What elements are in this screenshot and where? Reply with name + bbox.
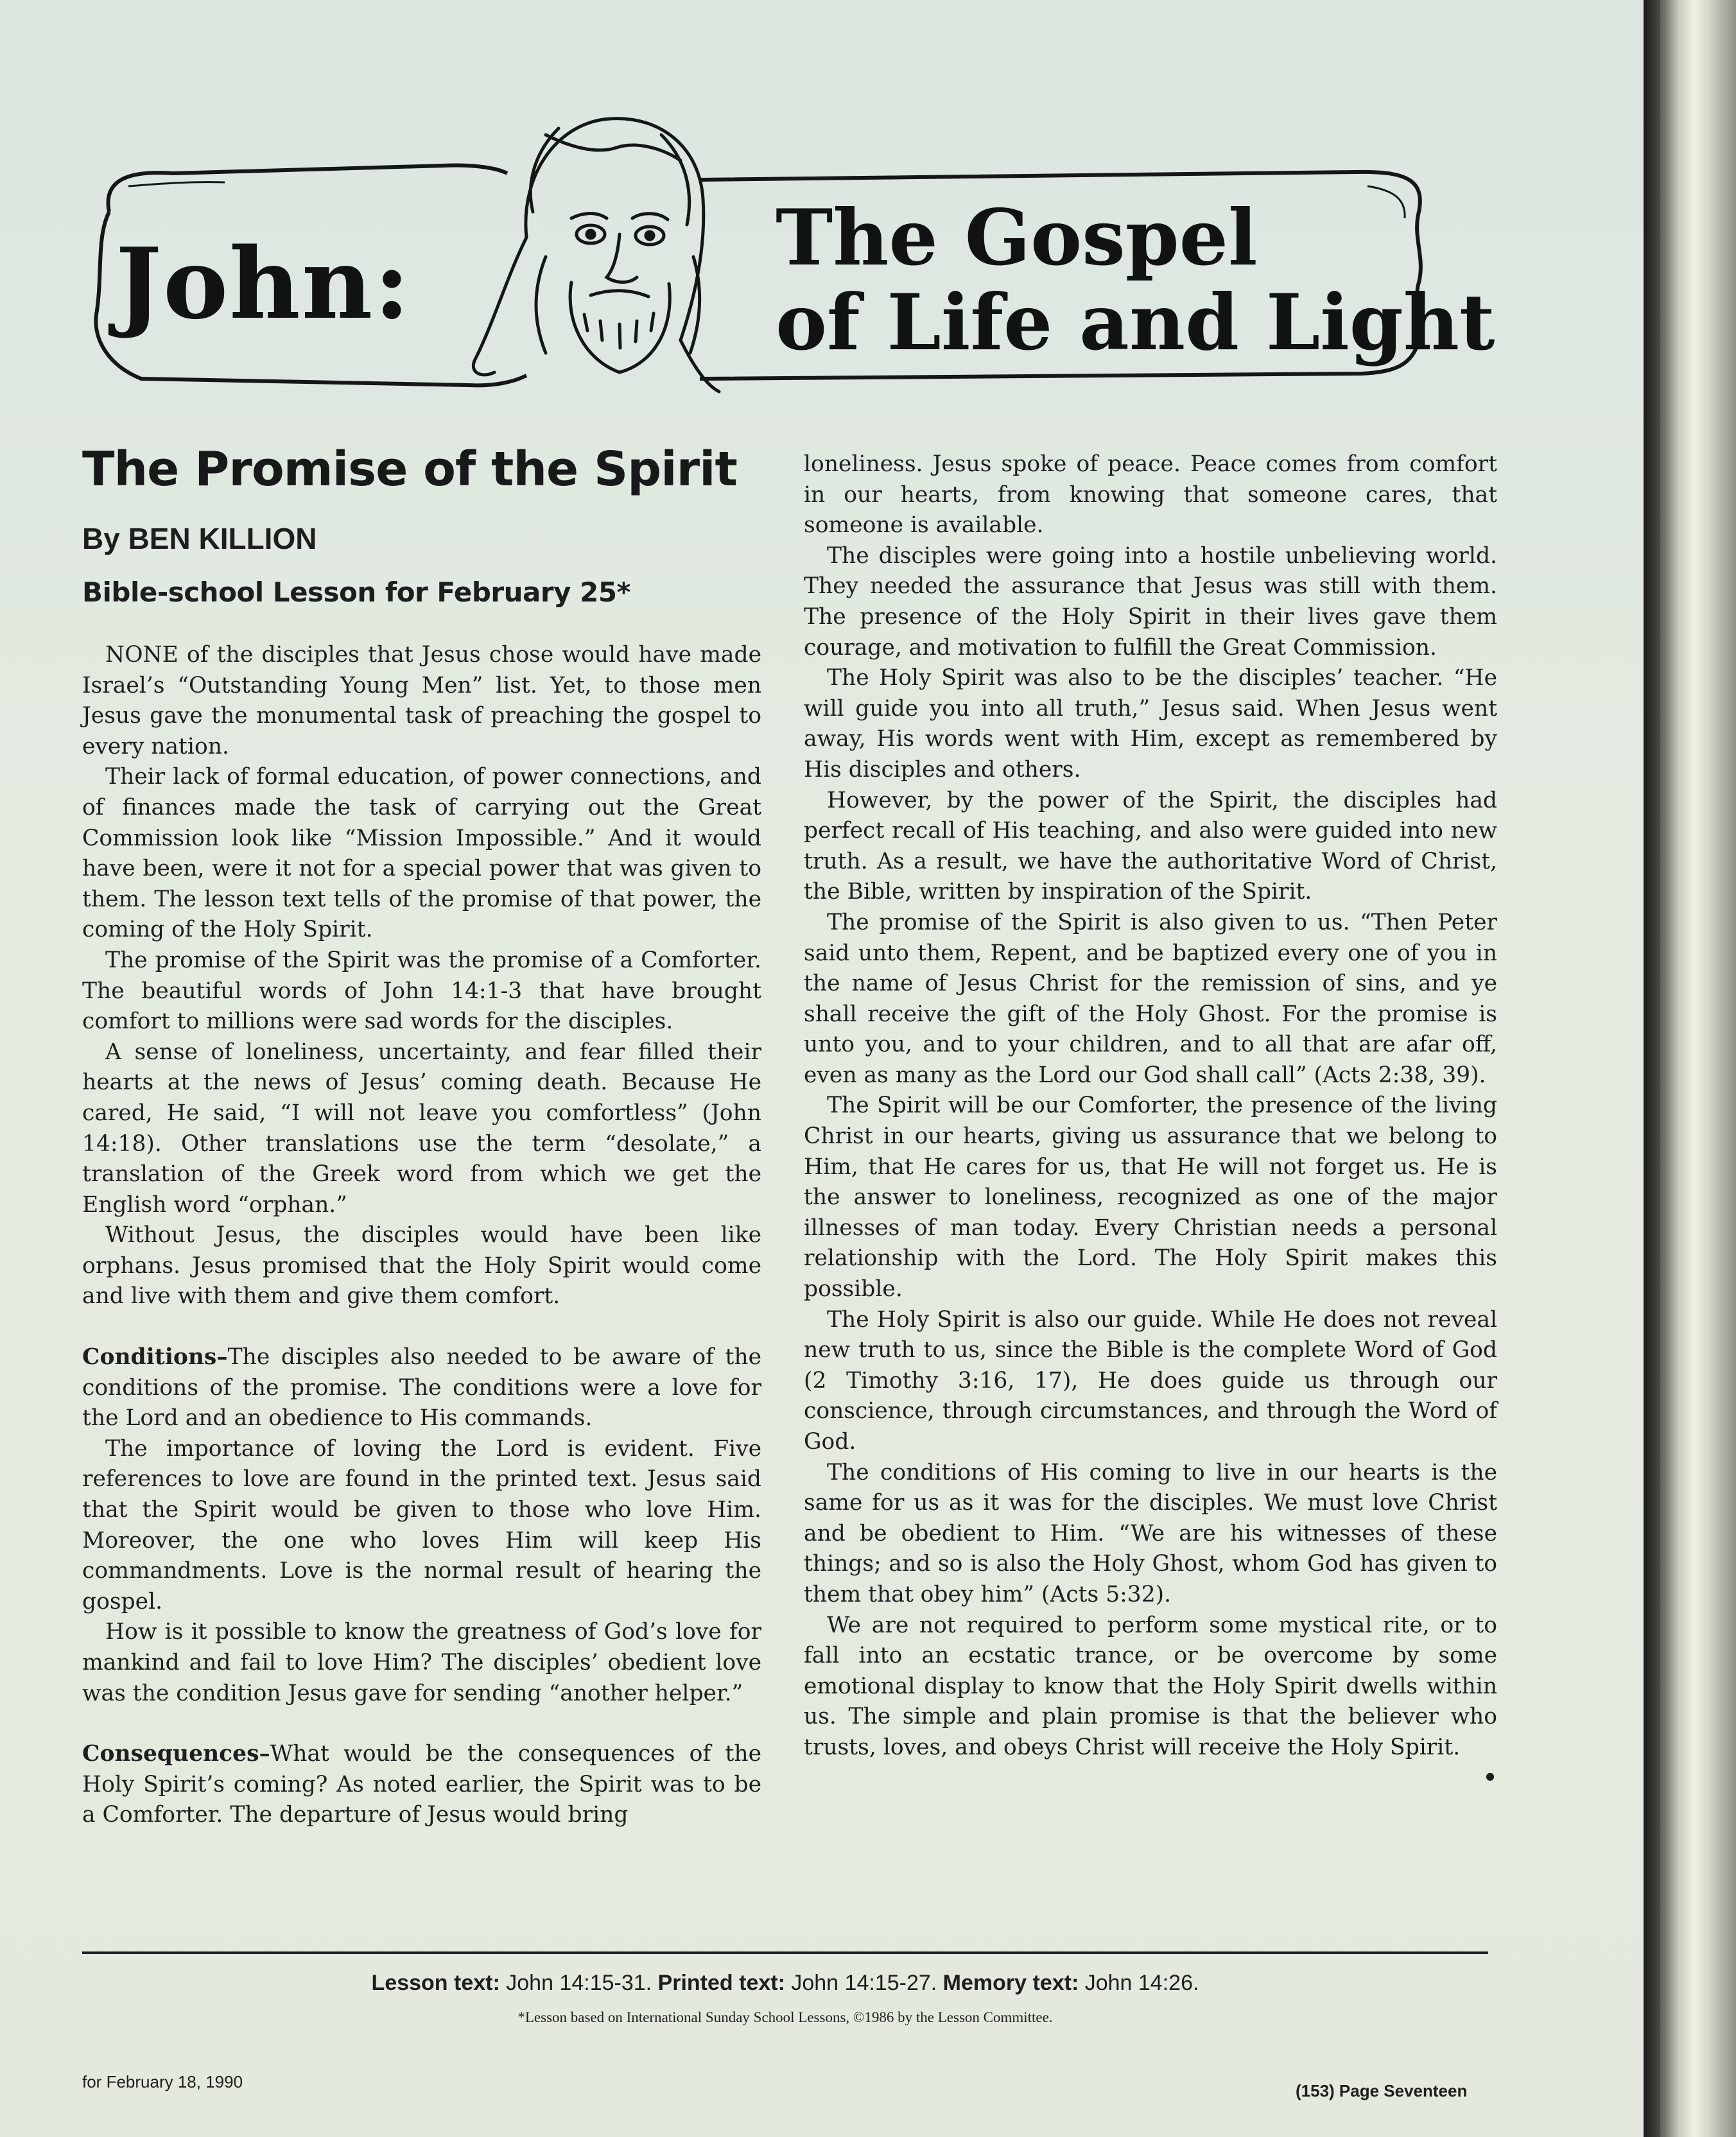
footnote: *Lesson based on International Sunday School Lessons, ©1986 by the Lesson Committee.: [517, 2009, 1053, 2025]
continued-paragraph: loneliness. Jesus spoke of peace. Peace comes from comfort in our hearts, from knowing that someone cares, that someone is available.: [804, 451, 1497, 539]
lesson-text-label: Lesson text:: [371, 1971, 500, 1995]
lesson-text-line: [82, 1971, 1488, 1996]
paragraph: The conditions of His coming to live in our hearts is the same for us as it was for the disciples. We must love Christ and be obedient to Him. “We are his witnesses of these things; and so is also the Holy Ghost, whom God has given to them that obey him” (Acts 5:32).: [804, 1459, 1497, 1607]
memory-text-label: Memory text:: [942, 1971, 1079, 1995]
left-body-text: [82, 640, 761, 1831]
article-byline: By BEN KILLION: [82, 522, 317, 555]
conditions-runin-head: Conditions–: [82, 1344, 228, 1371]
article-headline: The Promise of the Spirit: [82, 442, 737, 497]
memory-text-value: John 14:26.: [1079, 1971, 1199, 1995]
right-body-text: [804, 449, 1497, 1791]
paragraph: However, by the power of the Spirit, the disciples had perfect recall of His teaching, and also were guided into new truth. As a result, we have the authoritative Word of Christ, the Bible, written by inspiration of the Spirit.: [804, 787, 1497, 905]
conditions-paragraph: [82, 1342, 761, 1434]
conditions-text: The disciples also needed to be aware of the conditions of the promise. The conditions were a love for the Lord and an obedience to His commands.: [82, 1344, 761, 1432]
banner-title-line-2: of Life and Light: [776, 277, 1495, 368]
paragraph: The Holy Spirit is also our guide. While He does not reveal new truth to us, since the Bible is the complete Word of God (2 Timothy 3:16, 17), He does guide us through our conscience, through circumstances, and through the Word of God.: [804, 1306, 1497, 1455]
paragraph: The importance of loving the Lord is evident. Five references to love are found in the printed text. Jesus said that the Spirit would be given to those who love Him. Moreover, the one who loves Him will keep His commandments. Love is the normal result of hearing the gospel.: [82, 1435, 761, 1614]
paragraph: Their lack of formal education, of power connections, and of finances made the task of carrying out the Great Commission look like “Mission Impossible.” And it would have been, were it not for a special power that was given to them. The lesson text tells of the promise of that power, the coming of the Holy Spirit.: [82, 764, 761, 943]
paragraph: How is it possible to know the greatness of God’s love for mankind and fail to love Him? The disciples’ obedient love was the condition Jesus gave for sending “another helper.”: [82, 1619, 761, 1706]
paragraph: The promise of the Spirit is also given to us. “Then Peter said unto them, Repent, and be baptized every one of you in the name of Jesus Christ for the remission of sins, and ye shall receive the gift of the Holy Ghost. For the promise is unto you, and to your children, and to all that are afar off, even as many as the Lord our God shall call” (Acts 2:38, 39).: [804, 909, 1497, 1088]
banner-john-heading: John:: [116, 226, 412, 341]
paragraph: Without Jesus, the disciples would have been like orphans. Jesus promised that the Holy Spirit would come and live with them and give them comfort.: [82, 1222, 761, 1310]
paragraph: A sense of loneliness, uncertainty, and fear filled their hearts at the news of Jesus’ coming death. Because He cared, He said, “I will not leave you comfortless” (John 14:18). Other translations use the term “desolate,” a translation of the Greek word from which we get the English word “orphan.”: [82, 1039, 761, 1218]
consequences-runin-head: Consequences–: [82, 1741, 270, 1767]
paragraph: The disciples were going into a hostile unbelieving world. They needed the assurance that Jesus was still with them. The presence of the Holy Spirit in their lives gave them courage, and motivation to fulfill the Great Commission.: [804, 542, 1497, 661]
end-mark: •: [1482, 1765, 1497, 1791]
binding-shadow: [1644, 0, 1660, 2137]
paragraph: The promise of the Spirit was the promise of a Comforter. The beautiful words of John 14:1-3 that have brought comfort to millions were sad words for the disciples.: [82, 947, 761, 1035]
lesson-subhead: Bible-school Lesson for February 25*: [82, 576, 631, 608]
footer-divider: [82, 1951, 1488, 1954]
right-column: [804, 449, 1497, 1794]
left-column: [82, 442, 761, 1831]
paragraph: [804, 1611, 1497, 1791]
issue-date: for February 18, 1990: [82, 2072, 243, 2091]
page-number: (153) Page Seventeen: [1296, 2081, 1468, 2100]
banner-title-line-1: The Gospel: [776, 193, 1258, 283]
consequences-paragraph: [82, 1739, 761, 1831]
paragraph: The Spirit will be our Comforter, the presence of the living Christ in our hearts, giving us assurance that we belong to Him, that He cares for us, that He will not forget us. He is the answer to loneliness, recognized as one of the major illnesses of man today. Every Christian needs a personal relationship with the Lord. The Holy Spirit makes this possible.: [804, 1093, 1497, 1302]
final-paragraph-text: We are not required to perform some mystical rite, or to fall into an ecstatic trance, or be overcome by some emotional display to know that the Holy Spirit dwells within us. The simple and plain promise is that the believer who trusts, loves, and obeys Christ will receive the Holy Spirit.: [804, 1612, 1497, 1760]
printed-text-label: Printed text:: [657, 1971, 785, 1995]
consequences-text: What would be the consequences of the Holy Spirit’s coming? As noted earlier, the Spirit was to be a Comforter. The departure of Jesus would bring: [82, 1741, 761, 1828]
paragraph: The Holy Spirit was also to be the disciples’ teacher. “He will guide you into all truth,” Jesus said. When Jesus went away, His words went with Him, except as remembered by His disciples and others.: [804, 665, 1497, 783]
printed-text-value: John 14:15-27.: [785, 1971, 943, 1995]
lesson-text-value: John 14:15-31.: [499, 1971, 658, 1995]
paragraph: NONE of the disciples that Jesus chose would have made Israel’s “Outstanding Young Men” list. Yet, to those men Jesus gave the monumental task of preaching the gospel to every nation.: [82, 642, 761, 759]
portrait-drawing: [473, 119, 719, 392]
